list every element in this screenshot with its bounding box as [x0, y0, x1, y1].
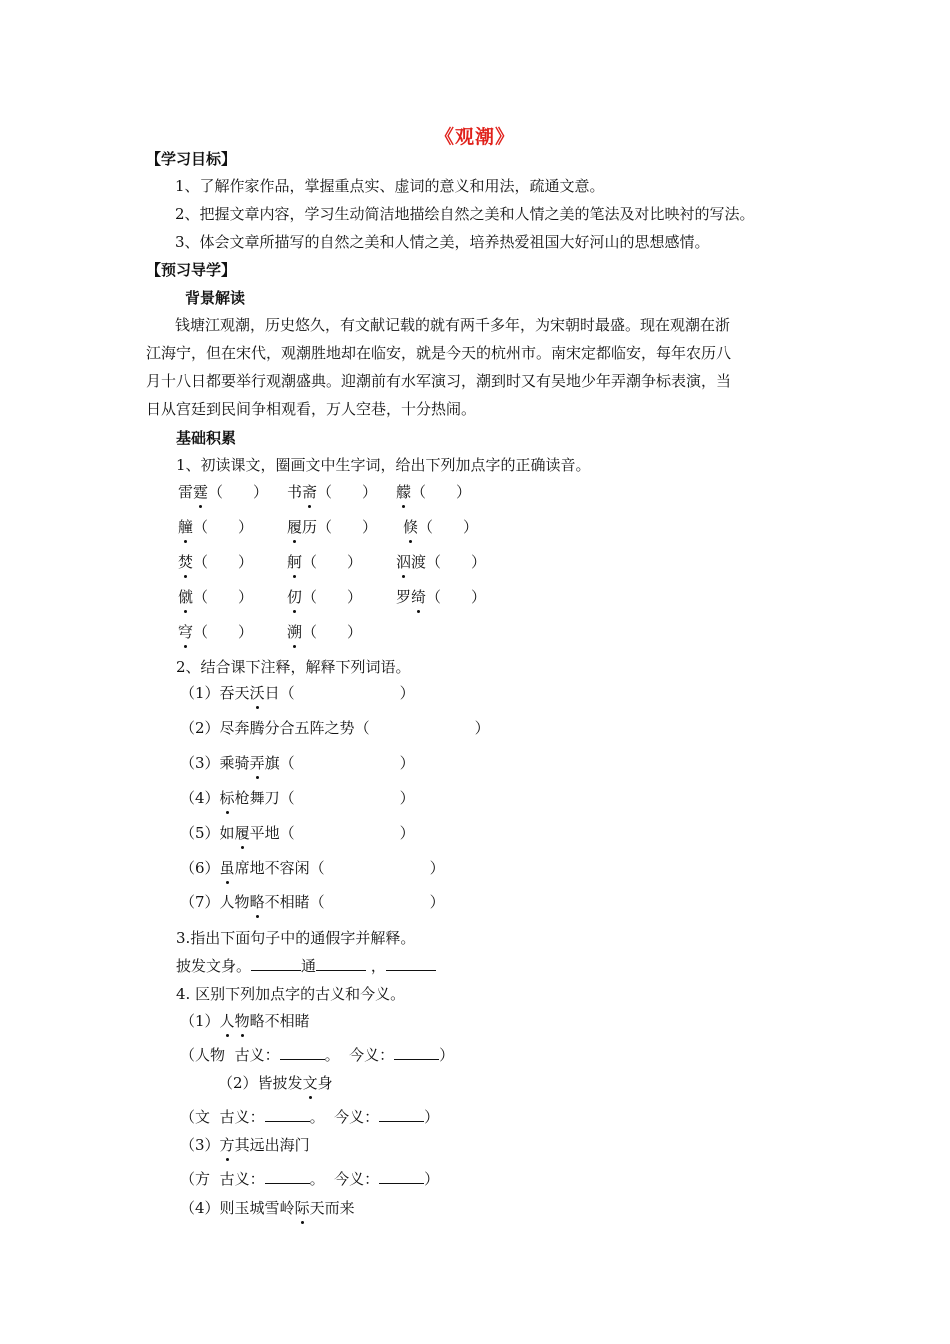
- background-title: 背景解读: [185, 289, 246, 307]
- pinyin-item: 仞（ ）: [287, 588, 363, 606]
- background-line: 月十八日都要举行观潮盛典。迎潮前有水军演习，潮到时又有吴地少年弄潮争标表演，当: [146, 372, 732, 390]
- answer-blank[interactable]: [316, 956, 366, 971]
- answer-blank[interactable]: [265, 1169, 310, 1184]
- answer-blank[interactable]: [379, 1169, 424, 1184]
- background-line: 江海宁，但在宋代，观潮胜地却在临安，就是今天的杭州市。南宋定都临安，每年农历八: [146, 344, 732, 362]
- goal-item: 2、把握文章内容，学习生动简洁地描绘自然之美和人情之美的笔法及对比映衬的写法。: [175, 205, 755, 223]
- answer-blank[interactable]: [251, 956, 301, 971]
- question-3: 3.指出下面句子中的通假字并解释。: [176, 929, 416, 947]
- q4-answer: （方 古义： 。 今义： ）: [180, 1170, 440, 1188]
- question-4: 4. 区别下列加点字的古义和今义。: [176, 985, 406, 1003]
- pinyin-item: 倏（ ）: [403, 518, 479, 536]
- pinyin-item: 僦（ ）: [178, 588, 254, 606]
- vocab-item: （5）如履平地（ ）: [180, 824, 415, 842]
- page-title: 《观潮》: [434, 126, 515, 148]
- answer-blank[interactable]: [265, 1107, 310, 1122]
- basics-title: 基础积累: [176, 429, 237, 447]
- q4-answer: （人物 古义： 。 今义： ）: [180, 1046, 455, 1064]
- q4-item: （4）则玉城雪岭际天而来: [180, 1199, 355, 1217]
- q4-answer: （文 古义： 。 今义： ）: [180, 1108, 440, 1126]
- pinyin-item: 焚（ ）: [178, 553, 254, 571]
- pinyin-item: 履历（ ）: [287, 518, 378, 536]
- vocab-item: （1）吞天沃日（ ）: [180, 684, 415, 702]
- answer-blank[interactable]: [386, 956, 436, 971]
- vocab-item: （3）乘骑弄旗（ ）: [180, 754, 415, 772]
- goal-item: 1、了解作家作品，掌握重点实、虚词的意义和用法，疏通文意。: [175, 177, 605, 195]
- pinyin-item: 艟（ ）: [178, 518, 254, 536]
- background-line: 钱塘江观潮，历史悠久，有文献记载的就有两千多年，为宋朝时最盛。现在观潮在浙: [175, 316, 731, 334]
- pinyin-item: 舸（ ）: [287, 553, 363, 571]
- q4-item: （1）人物略不相睹: [180, 1012, 310, 1030]
- vocab-item: （2）尽奔腾分合五阵之势（ ）: [180, 719, 490, 737]
- vocab-item: （4）标枪舞刀（ ）: [180, 789, 415, 807]
- pinyin-item: 溯（ ）: [287, 623, 363, 641]
- question-3-sentence: 披发文身。 通 ，: [176, 956, 436, 976]
- answer-blank[interactable]: [394, 1045, 439, 1060]
- question-1: 1、初读课文，圈画文中生字词，给出下列加点字的正确读音。: [176, 456, 591, 474]
- preview-heading: 【预习导学】: [146, 261, 237, 279]
- goals-heading: 【学习目标】: [146, 150, 237, 168]
- q4-item: （2）皆披发文身: [218, 1074, 333, 1092]
- goal-item: 3、体会文章所描写的自然之美和人情之美，培养热爱祖国大好河山的思想感情。: [175, 233, 710, 251]
- pinyin-item: 雷霆（ ）: [178, 483, 269, 501]
- pinyin-item: 罗绮（ ）: [396, 588, 487, 606]
- answer-blank[interactable]: [379, 1107, 424, 1122]
- background-line: 日从宫廷到民间争相观看，万人空巷，十分热闹。: [146, 400, 477, 418]
- pinyin-item: 泅渡（ ）: [396, 553, 487, 571]
- answer-blank[interactable]: [280, 1045, 325, 1060]
- vocab-item: （7）人物略不相睹（ ）: [180, 893, 445, 911]
- vocab-item: （6）虽席地不容闲（ ）: [180, 859, 445, 877]
- question-2: 2、结合课下注释，解释下列词语。: [176, 658, 411, 676]
- pinyin-item: 艨（ ）: [396, 483, 472, 501]
- pinyin-item: 书斋（ ）: [287, 483, 378, 501]
- q4-item: （3）方其远出海门: [180, 1136, 310, 1154]
- pinyin-item: 穹（ ）: [178, 623, 254, 641]
